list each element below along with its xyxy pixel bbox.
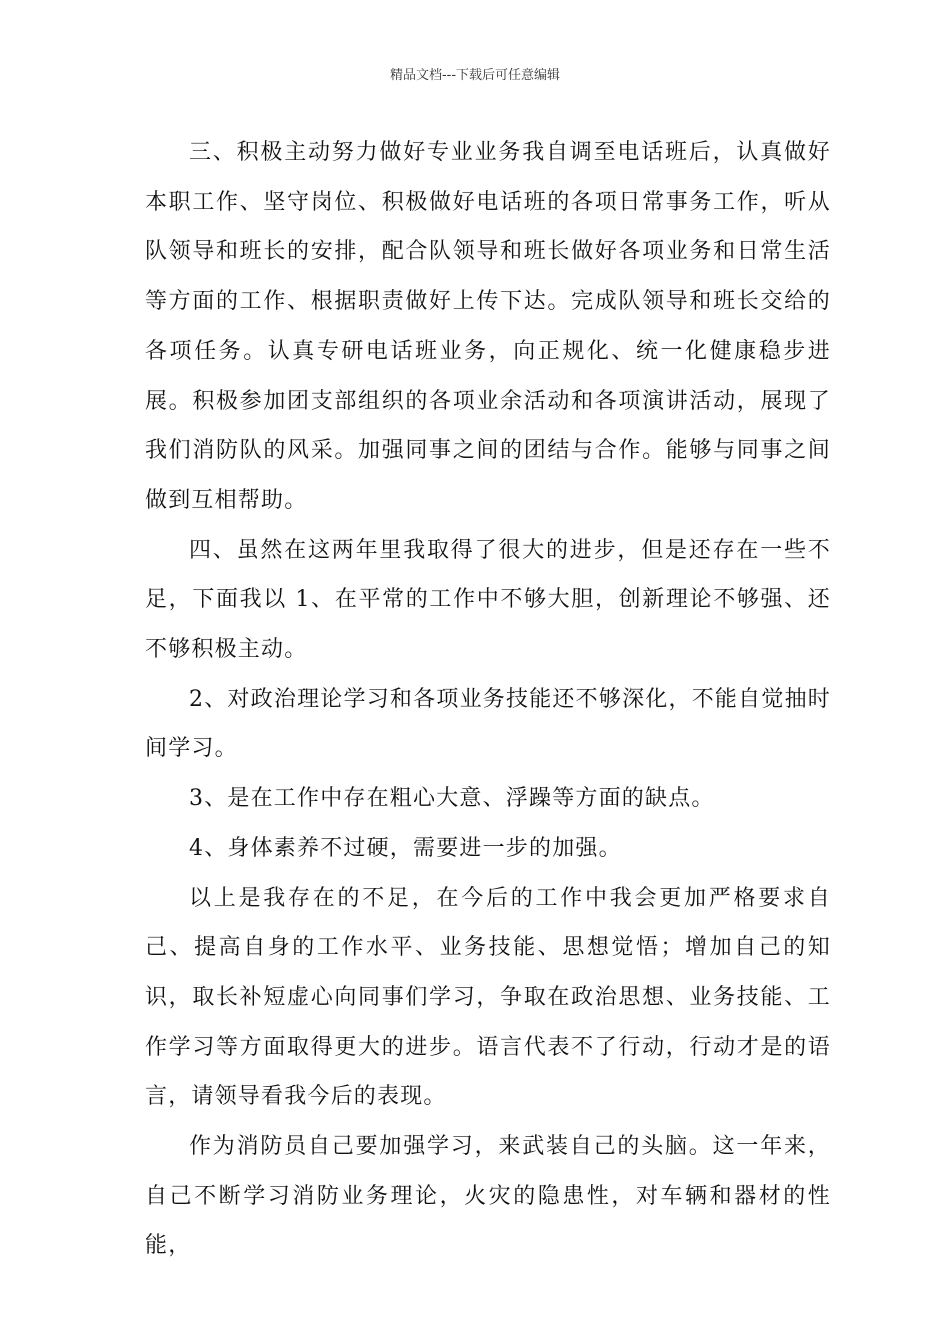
paragraph-improvement: 以上是我存在的不足，在今后的工作中我会更加严格要求自己、提高自身的工作水平、业务技能、思想觉悟；增加自己的知识，取长补短虚心向同事们学习，争取在政治思想、业务技能、工作学习等方面取得更大的进步。语言代表不了行动，行动才是的语言，请领导看我今后的表现。 — [145, 885, 831, 1110]
paragraph-duties: 三、积极主动努力做好专业业务我自调至电话班后，认真做好本职工作、坚守岗位、积极做好电话班的各项日常事务工作，听从队领导和班长的安排，配合队领导和班长做好各项业务和日常生活等方面的工作、根据职责做好上传下达。完成队领导和班长交给的各项任务。认真专研电话班业务，向正规化、统一化健康稳步进展。积极参加团支部组织的各项业余活动和各项演讲活动，展现了我们消防队的风采。加强同事之间的团结与合作。能够与同事之间做到互相帮助。 — [145, 140, 831, 513]
document-body — [145, 128, 831, 1271]
paragraph-shortcoming-4: 4、身体素养不过硬，需要进一步的加强。 — [189, 835, 622, 861]
paragraph-shortcoming-2: 2、对政治理论学习和各项业务技能还不够深化，不能自觉抽时间学习。 — [145, 686, 831, 762]
paragraph-shortcomings-intro: 四、虽然在这两年里我取得了很大的进步，但是还存在一些不足，下面我以 1、在平常的工作中不够大胆，创新理论不够强、还不够积极主动。 — [145, 537, 831, 663]
paragraph-study: 作为消防员自己要加强学习，来武装自己的头脑。这一年来，自己不断学习消防业务理论，火灾的隐患性，对车辆和器材的性能， — [145, 1134, 831, 1259]
page-header: 精品文档---下载后可任意编辑 — [389, 68, 561, 83]
paragraph-shortcoming-3: 3、是在工作中存在粗心大意、浮躁等方面的缺点。 — [189, 786, 715, 812]
